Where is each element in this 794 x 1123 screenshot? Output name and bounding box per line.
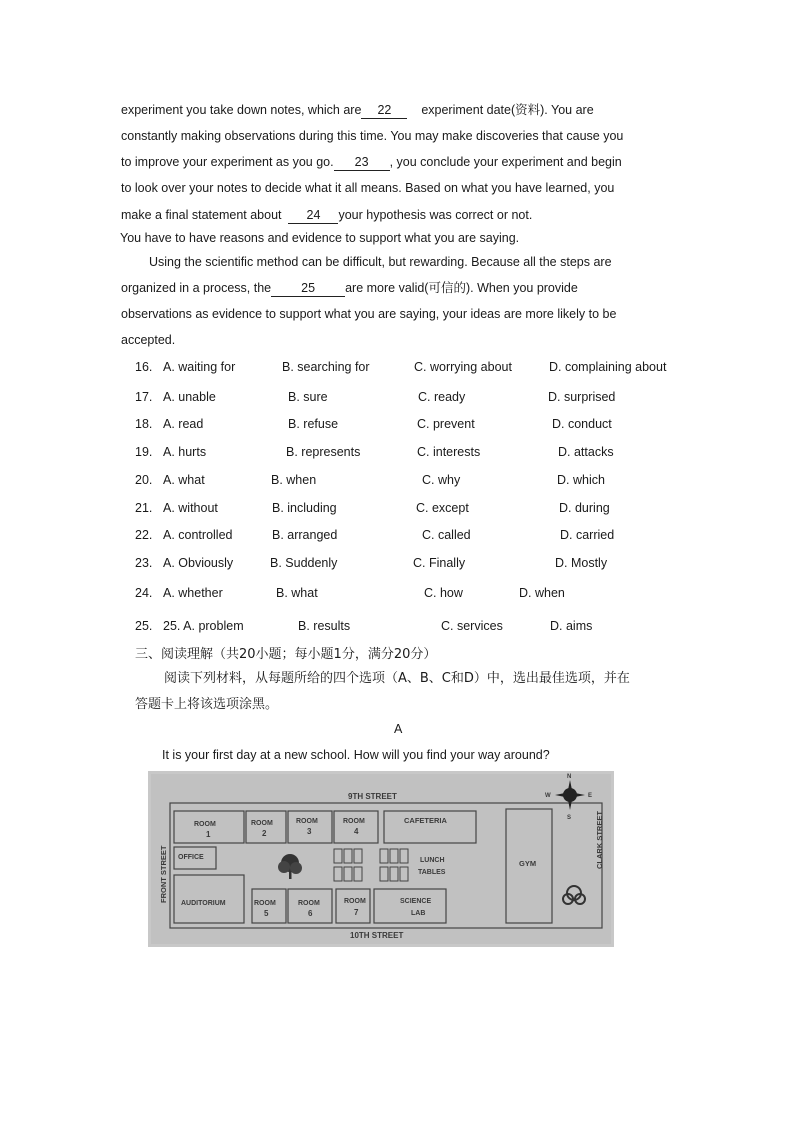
passage-line: constantly making observations during this time. You may make discoveries that cause you (121, 129, 624, 143)
section-heading: 三、阅读理解（共20小题；每小题1分，满分20分） (135, 647, 437, 662)
passage-letter: A (394, 722, 403, 736)
option-a: A. unable (163, 390, 216, 404)
passage-text: , you conclude your experiment and begin (389, 155, 622, 169)
option-a: 25. A. problem (163, 619, 244, 633)
passage-text: are more valid(可信的). When you provide (345, 281, 578, 295)
room-1-number: 1 (206, 830, 211, 839)
passage-text: your hypothesis was correct or not. (338, 208, 533, 222)
passage-line (121, 280, 578, 297)
question-number: 17. (135, 390, 153, 404)
option-b: B. searching for (282, 360, 370, 374)
passage-text: make a final statement about (121, 208, 282, 222)
passage-text: to improve your experiment as you go. (121, 155, 334, 169)
room-7-label: ROOM (344, 898, 366, 905)
option-a: A. hurts (163, 445, 207, 459)
option-c: C. ready (418, 390, 466, 404)
passage-line: You have to have reasons and evidence to support what you are saying. (120, 231, 520, 245)
question-number: 20. (135, 473, 153, 487)
option-c: C. called (422, 528, 471, 542)
blank-25: 25 (271, 280, 345, 297)
room-6-number: 6 (308, 909, 313, 918)
option-a: A. read (163, 417, 204, 431)
passage-text: experiment date(资料). You are (421, 103, 594, 117)
bottom-street-label: 10TH STREET (350, 931, 404, 940)
question-number: 16. (135, 360, 153, 374)
option-a: A. controlled (163, 528, 233, 542)
tables-label: TABLES (418, 869, 446, 876)
option-c: C. why (422, 473, 461, 487)
option-c: C. worrying about (414, 360, 512, 374)
option-b: B. when (271, 473, 317, 487)
blank-24: 24 (288, 207, 338, 224)
top-street-label: 9TH STREET (348, 792, 397, 801)
option-b: B. represents (286, 445, 361, 459)
blank-23: 23 (334, 154, 390, 171)
science-label: SCIENCE (400, 898, 432, 905)
option-a: A. what (163, 473, 205, 487)
room-6-label: ROOM (298, 900, 320, 907)
passage-text: experiment you take down notes, which are (121, 103, 362, 117)
question-number: 22. (135, 528, 153, 542)
passage-line (121, 154, 622, 171)
room-3-number: 3 (307, 827, 312, 836)
option-c: C. Finally (413, 556, 466, 570)
option-d: D. Mostly (555, 556, 608, 570)
room-5-number: 5 (264, 909, 269, 918)
option-d: D. aims (550, 619, 593, 633)
cafeteria-label: CAFETERIA (404, 816, 447, 825)
passage-line: accepted. (121, 333, 176, 347)
lunch-label: LUNCH (420, 857, 445, 864)
option-b: B. what (276, 586, 318, 600)
section-instruction: 阅读下列材料，从每题所给的四个选项（A、B、C和D）中，选出最佳选项，并在 (164, 671, 630, 686)
option-d: D. which (557, 473, 605, 487)
option-a: A. Obviously (163, 556, 234, 570)
passage-line (121, 207, 532, 224)
option-c: C. except (416, 501, 469, 515)
room-2-label: ROOM (251, 820, 273, 827)
question-number: 18. (135, 417, 153, 431)
option-c: C. how (424, 586, 463, 600)
option-b: B. sure (288, 390, 328, 404)
option-a: A. without (163, 501, 218, 515)
passage-line (121, 102, 594, 119)
compass-e: E (588, 793, 593, 799)
option-c: C. services (441, 619, 503, 633)
school-map (148, 771, 614, 947)
option-d: D. attacks (558, 445, 614, 459)
room-2-number: 2 (262, 829, 267, 838)
auditorium-label: AUDITORIUM (181, 900, 226, 907)
room-3-label: ROOM (296, 818, 318, 825)
left-street-label: FRONT STREET (159, 845, 168, 903)
option-a: A. whether (163, 586, 223, 600)
option-d: D. during (559, 501, 610, 515)
option-b: B. including (272, 501, 337, 515)
option-d: D. complaining about (549, 360, 667, 374)
lab-label: LAB (411, 910, 426, 917)
section-instruction: 答题卡上将该选项涂黑。 (135, 697, 279, 712)
option-b: B. Suddenly (270, 556, 338, 570)
passage-line: Using the scientific method can be difficult, but rewarding. Because all the steps are (149, 255, 612, 269)
passage-text: organized in a process, the (121, 281, 272, 295)
question-number: 23. (135, 556, 153, 570)
option-d: D. surprised (548, 390, 616, 404)
passage-intro: It is your first day at a new school. How will you find your way around? (162, 748, 550, 762)
blank-22: 22 (361, 102, 407, 119)
room-4-label: ROOM (343, 818, 365, 825)
question-number: 25. (135, 619, 153, 633)
office-label: OFFICE (178, 854, 204, 861)
option-a: A. waiting for (163, 360, 236, 374)
gym-label: GYM (519, 859, 537, 868)
room-1-label: ROOM (194, 821, 216, 828)
option-d: D. when (519, 586, 565, 600)
question-number: 21. (135, 501, 153, 515)
room-4-number: 4 (354, 827, 359, 836)
option-d: D. conduct (552, 417, 612, 431)
option-b: B. refuse (288, 417, 339, 431)
passage-line: to look over your notes to decide what it all means. Based on what you have learned, you (121, 181, 615, 195)
option-d: D. carried (560, 528, 615, 542)
option-b: B. results (298, 619, 351, 633)
right-street-label: CLARK STREET (595, 811, 604, 869)
compass-s: S (567, 815, 572, 821)
question-number: 19. (135, 445, 153, 459)
passage-line: observations as evidence to support what you are saying, your ideas are more likely to be (121, 307, 617, 321)
question-number: 24. (135, 586, 153, 600)
compass-w: W (545, 793, 551, 799)
room-5-label: ROOM (254, 900, 276, 907)
option-c: C. interests (417, 445, 481, 459)
option-c: C. prevent (417, 417, 475, 431)
room-7-number: 7 (354, 908, 359, 917)
compass-n: N (567, 774, 572, 780)
option-b: B. arranged (272, 528, 338, 542)
